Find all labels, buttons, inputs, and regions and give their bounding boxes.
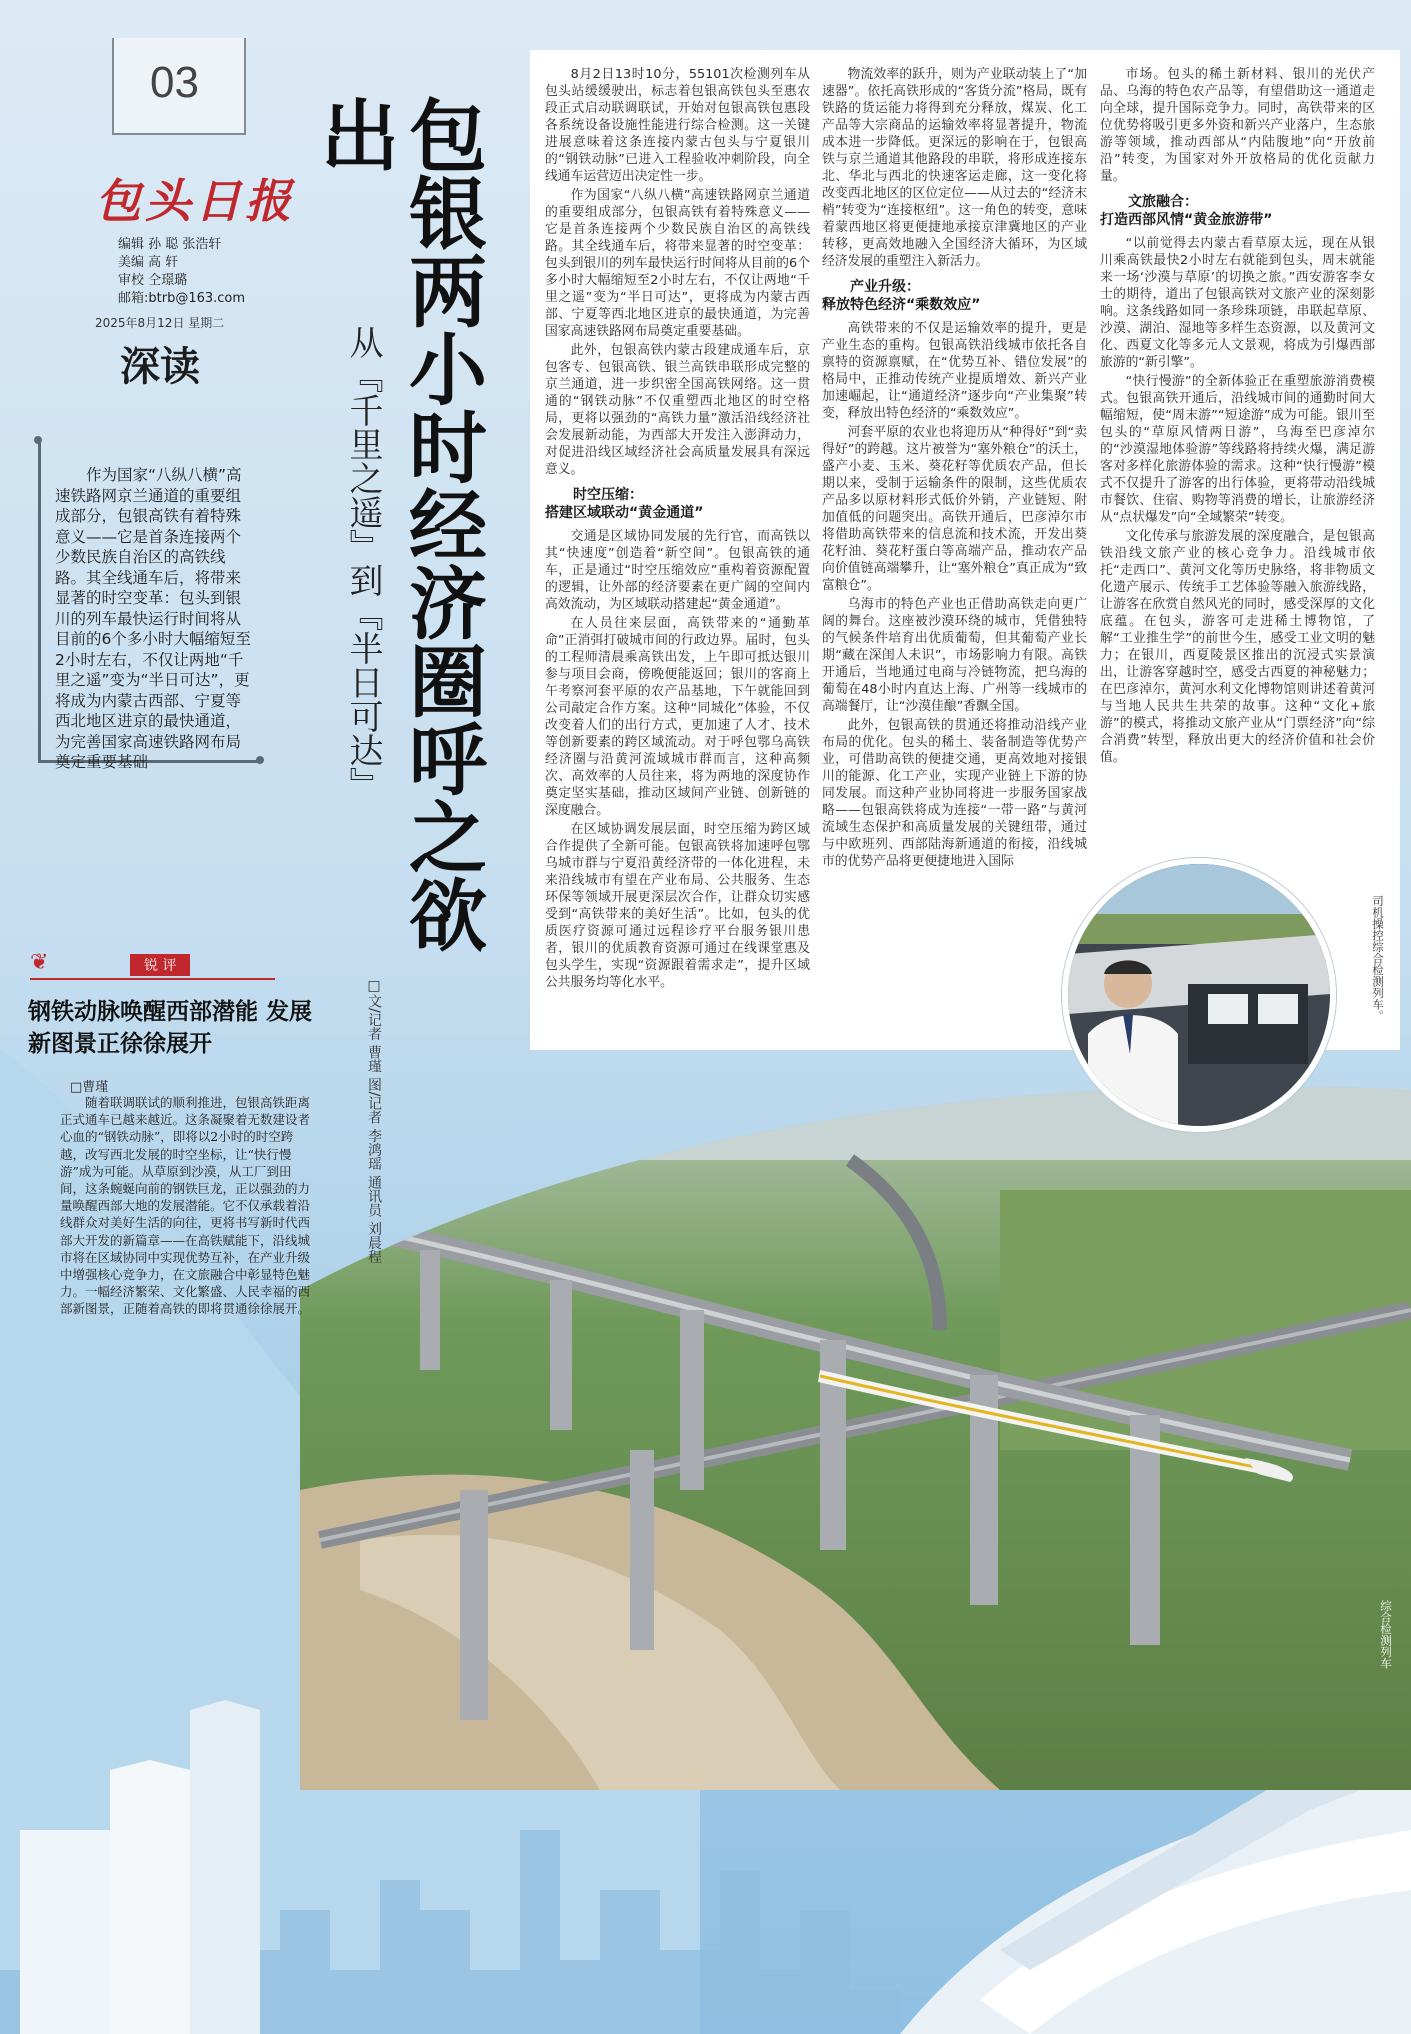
article-paragraph: 文化传承与旅游发展的深度融合，是包银高铁沿线文旅产业的核心竞争力。沿线城市依托“走西口”、黄河文化等历史脉络，将非物质文化遗产展示、传统手工艺体验等融入旅游线路，让游客在欣赏自然风光的同时，感受深厚的文化底蕴。在包头，游客可走进稀土博物馆，了解“工业推生学”的前世今生，感受工业文明的魅力；在银川，西夏陵景区推出的沉浸式实景演出，让游客穿越时空，感受古西夏的神秘魅力；在巴彦淖尔，黄河水利文化博物馆则讲述着黄河与当地人民共生共荣的故事。这种“文化+旅游”的模式，将推动文旅产业从“门票经济”向“综合消费”转型，释放出更大的经济价值和社会价值。 [1100, 529, 1375, 765]
article-column-2 [822, 66, 1087, 872]
driver-cab-illustration [1068, 864, 1330, 1126]
article-paragraph: 物流效率的跃升，则为产业联动装上了“加速器”。依托高铁形成的“客货分流”格局，既有铁路的货运能力将得到充分释放，煤炭、化工产品等大宗商品的运输效率将显著提升，物流成本进一步降低。更深远的影响在于，包银高铁与京兰通道其他路段的串联，将形成连接东北、华北与西北的快速客运走廊，这一变化将改变西北地区的区位定位——从过去的“经济末梢”转变为“连接枢纽”。这一角色的转变，意味着蒙西地区将更便捷地承接京津冀地区的产业转移，更高效地融入全国经济大循环，为区域经济发展的重塑注入新活力。 [822, 67, 1087, 269]
article-paragraph: 在人员往来层面，高铁带来的“通勤革命”正消弭打破城市间的行政边界。届时，包头的工程师清晨乘高铁出发，上午即可抵达银川参与项目会商，傍晚便能返回；银川的客商上午考察河套平原的农产品基地，下午就能回到公司敲定合作方案。这种“同城化”体验，不仅改变着人们的出行方式，更加速了人才、技术等创新要素的跨区域流动。对于呼包鄂乌高铁经济圈与沿黄河流域城市群而言，这种高频次、高效率的人员往来，将为两地的深度协作奠定坚实基础，推动区域间产业链、创新链的深度融合。 [545, 616, 810, 818]
subheadline: 从『千里之遥』到『半日可达』 [343, 325, 383, 801]
commentary-body: 随着联调联试的顺利推进，包银高铁距离正式通车已越来越近。这条凝聚着无数建设者心血的“钢铁动脉”，即将以2小时的时空跨越，改写西北发展的时空坐标，让“快行慢游”成为可能。从草原到沙漠，从工厂到田间，这条蜿蜒向前的钢铁巨龙，正以强劲的力量唤醒西部大地的发展潜能。它不仅承载着沿线群众对美好生活的向往，更将书写新时代西部大开发的新篇章——在高铁赋能下，沿线城市将在区域协同中实现优势互补，在产业升级中增强核心竞争力，在文旅融合中彰显特色魅力。一幅经济繁荣、文化繁盛、人民幸福的西部新图景，正随着高铁的即将贯通徐徐展开。 [60, 1095, 311, 1317]
frame-dot [256, 756, 264, 764]
article-paragraph: “快行慢游”的全新体验正在重塑旅游消费模式。包银高铁开通后，沿线城市间的通勤时间大幅缩短，使“周末游”“短途游”成为可能。银川至包头的“草原风情两日游”，乌海至巴彦淖尔的“沙漠湿地体验游”等线路将持续火爆，满足游客对多样化旅游体验的需求。这种“快行慢游”模式不仅提升了游客的出行体验，更将带动沿线城市餐饮、住宿、购物等消费的增长，让旅游经济从“点状爆发”向“全域繁荣”转变。 [1100, 374, 1375, 525]
article-paragraph: 作为国家“八纵八横”高速铁路网京兰通道的重要组成部分，包银高铁有着特殊意义——它是首条连接两个少数民族自治区的高铁线路。其全线通车后，将带来显著的时空变革：包头到银川的列车最快运行时间将从目前的6个多小时大幅缩短至2小时左右，不仅让两地“千里之遥”变为“半日可达”，更将成为内蒙古西部、宁夏等西北地区进京的最快通道，为完善国家高速铁路网布局奠定重要基础。 [545, 188, 810, 339]
issue-date: 2025年8月12日 星期二 [95, 316, 225, 330]
commentary-tag: 锐 评 [130, 954, 190, 976]
cloud-ornament-icon: ❦ [30, 950, 49, 975]
train-photo-caption: 综合检测列车 [1379, 1600, 1393, 1669]
article-paragraph: 市场。包头的稀土新材料、银川的光伏产品、乌海的特色农产品等，有望借助这一通道走向全球，提升国际竞争力。同时，高铁带来的区位优势将吸引更多外资和新兴产业落户，生态旅游等领域，推动西部从“内陆腹地”向“开放前沿”转变，为国家对外开放格局的优化贡献力量。 [1100, 67, 1375, 184]
article-paragraph: 高铁带来的不仅是运输效率的提升，更是产业生态的重构。包银高铁沿线城市依托各自禀特的资源禀赋，在“优势互补、错位发展”的格局中，正推动传统产业提质增效、新兴产业加速崛起，让“通道经济”逐步向“产业集聚”转变，释放出特色经济的“乘数效应”。 [822, 321, 1087, 421]
subsection-heading: 文旅融合： 打造西部风情“黄金旅游带” [1100, 194, 1273, 228]
article-paragraph: 交通是区域协同发展的先行官，而高铁以其“快速度”创造着“新空间”。包银高铁的通车，正是通过“时空压缩效应”重构着资源配置的逻辑，让外部的经济要素在更广阔的空间内高效流动，为区域联动搭建起“黄金通道”。 [545, 529, 810, 612]
frame-dot [34, 436, 42, 444]
subsection-heading: 时空压缩： 搭建区域联动“黄金通道” [545, 487, 704, 521]
byline: □文/记者 曹瑾 图/记者 李鸿瑶 通讯员 刘晨程 [366, 978, 382, 1264]
article-summary: 作为国家“八纵八横”高速铁路网京兰通道的重要组成部分，包银高铁有着特殊意义——它是首条连接两个少数民族自治区的高铁线路。其全线通车后，将带来显著的时空变革：包头到银川的列车最快运行时间将从目前的6个多小时大幅缩短至2小时左右，不仅让两地“千里之遥”变为“半日可达”，更将成为内蒙古西部、宁夏等西北地区进京的最快通道，为完善国家高速铁路网布局奠定重要基础 [55, 466, 251, 771]
article-paragraph: 此外，包银高铁的贯通还将推动沿线产业布局的优化。包头的稀土、装备制造等优势产业，可借助高铁的便捷交通，更高效地对接银川的能源、化工产业，实现产业链上下游的协同发展。而这种产业协同将进一步服务国家战略——包银高铁将成为连接“一带一路”与黄河流域生态保护和高质量发展的关键纽带，通过与中欧班列、西部陆海新通道的衔接，沿线城市的优势产品将更便捷地进入国际 [822, 718, 1087, 869]
section-title: 深读 [120, 343, 200, 390]
staff-designer: 美编 高 轩 [118, 255, 179, 270]
article-paragraph: 乌海市的特色产业也正借助高铁走向更广阔的舞台。这座被沙漠环绕的城市，凭借独特的气候条件培育出优质葡萄，但其葡萄产业长期“藏在深闺人未识”，市场影响力有限。高铁开通后，当地通过电商与冷链物流，把乌海的葡萄在48小时内直达上海、广州等一线城市的高端餐厅，让“沙漠佳酿”香飘全国。 [822, 597, 1087, 714]
page-number: 03 [150, 58, 199, 107]
article-column-3 [1100, 66, 1375, 768]
article-column-1 [545, 66, 810, 993]
article-paragraph: 河套平原的农业也将迎历从“种得好”到“卖得好”的跨越。这片被誉为“塞外粮仓”的沃土，盛产小麦、玉米、葵花籽等优质农产品，但长期以来，受制于运输条件的限制，这些优质农产品多以原材料形式低价外销，产业链短、附加值低的问题突出。高铁开通后，巴彦淖尔市将借助高铁带来的信息流和技术流，开发出葵花籽油、葵花籽蛋白等高端产品，推动农产品向价值链高端攀升，让“塞外粮仓”真正成为“致富粮仓”。 [822, 425, 1087, 593]
commentary-author: □曹瑾 [70, 1080, 109, 1095]
article-paragraph: 此外，包银高铁内蒙古段建成通车后，京包客专、包银高铁、银兰高铁串联形成完整的京兰通道，进一步织密全国高铁网络。这一贯通的“钢铁动脉”不仅重塑西北地区的时空格局，更将以强劲的“高铁力量”激活沿线经济社会发展新动能，为西部大开发注入澎湃动力，对促进沿线区域经济社会高质量发展具有深远意义。 [545, 343, 810, 477]
staff-email: 邮箱:btrb@163.com [118, 291, 246, 306]
headline: 包银两小时经济圈呼之欲出 [308, 95, 487, 953]
train-driver-photo [1062, 858, 1336, 1132]
subsection-heading: 产业升级： 释放特色经济“乘数效应” [822, 279, 981, 313]
article-paragraph: “以前觉得去内蒙古看草原太远，现在从银川乘高铁最快2小时左右就能到包头，周末就能来一场‘沙漠与草原’的切换之旅。”西安游客李女士的期待，道出了包银高铁对文旅产业的深刻影响。这条线路如同一条珍珠项链，串联起草原、沙漠、湖泊、湿地等多样生态资源，以及黄河文化、西夏文化等多元人文景观，将成为引爆西部旅游的“新引擎”。 [1100, 236, 1375, 370]
staff-proofreader: 审校 仝璟璐 [118, 273, 188, 288]
article-paragraph: 在区域协调发展层面，时空压缩为跨区域合作提供了全新可能。包银高铁将加速呼包鄂乌城市群与宁夏沿黄经济带的一体化进程，未来沿线城市有望在产业布局、公共服务、生态环保等领域开展更深层次合作，让群众切实感受到“高铁带来的美好生活”。比如，包头的优质医疗资源可通过远程诊疗平台服务银川患者，银川的优质教育资源可通过在线课堂惠及包头学生，实现“资源跟着需求走”，提升区域公共服务均等化水平。 [545, 822, 810, 990]
article-paragraph: 8月2日13时10分，55101次检测列车从包头站缓缓驶出，标志着包银高铁包头至惠农段正式启动联调联试，开始对包银高铁包惠段各系统设备设施性能进行综合检测。这一关键进展意味着这条连接内蒙古包头与宁夏银川的“钢铁动脉”已进入工程验收冲刺阶段，向全线通车运营迈出决定性一步。 [545, 67, 810, 184]
newspaper-logo: 包头日报 [95, 174, 295, 228]
staff-list [118, 236, 245, 308]
driver-photo-caption: 司机操控综合检测列车。 [1371, 895, 1385, 1022]
commentary-title: 钢铁动脉唤醒西部潜能 发展新图景正徐徐展开 [28, 998, 313, 1057]
staff-editor: 编辑 孙 聪 张浩轩 [118, 237, 222, 252]
